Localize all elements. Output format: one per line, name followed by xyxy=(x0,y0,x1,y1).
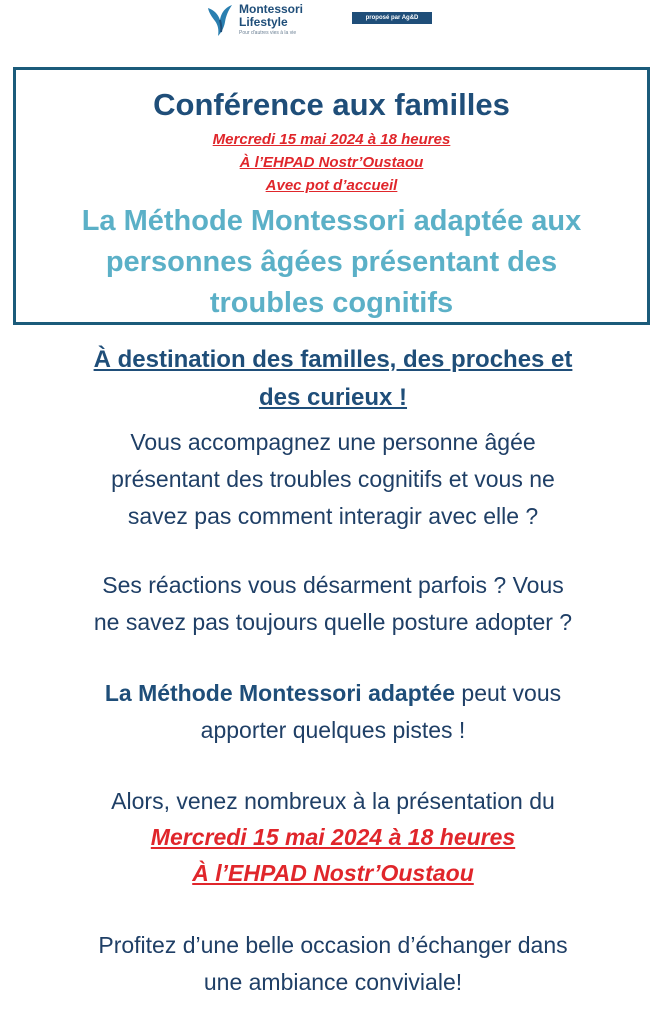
subtitle-line: La Méthode Montessori adaptée aux xyxy=(81,205,582,237)
paragraph-line: Vous accompagnez une personne âgée xyxy=(130,429,536,455)
subtitle-line: troubles cognitifs xyxy=(209,287,454,319)
paragraph-line: Alors, venez nombreux à la présentation du xyxy=(111,788,555,814)
event-place: À l’EHPAD Nostr’Oustaou xyxy=(192,860,474,886)
conference-date: Mercredi 15 mai 2024 à 18 heures xyxy=(212,131,451,148)
paragraph-4 xyxy=(0,783,666,820)
paragraph-line: une ambiance conviviale! xyxy=(203,969,463,995)
logo-tagline: Pour d'autres vies à la vie xyxy=(239,30,297,36)
paragraph-5 xyxy=(0,927,666,1001)
method-bold-text: La Méthode Montessori adaptée xyxy=(104,680,456,706)
conference-title: Conférence aux familles xyxy=(153,87,510,122)
paragraph-line: présentant des troubles cognitifs et vous ne xyxy=(111,466,555,492)
logo-line1: Montessori xyxy=(239,2,304,16)
paragraph-line: apporter quelques pistes ! xyxy=(200,717,466,743)
paragraph-1 xyxy=(0,424,666,535)
paragraph-text: peut vous xyxy=(455,680,562,706)
heading-line: des curieux ! xyxy=(258,384,408,411)
bird-logo-icon xyxy=(206,2,236,38)
subtitle-line: personnes âgées présentant des xyxy=(105,246,558,278)
header xyxy=(0,0,666,58)
paragraph-line: savez pas comment interagir avec elle ? xyxy=(127,503,539,529)
conference-extra: Avec pot d’accueil xyxy=(265,177,398,194)
sponsor-badge: proposé par Ag&D xyxy=(352,12,432,24)
heading-line: À destination des familles, des proches et xyxy=(93,346,573,373)
paragraph-2 xyxy=(0,567,666,641)
paragraph-3 xyxy=(0,675,666,749)
event-date: Mercredi 15 mai 2024 à 18 heures xyxy=(150,824,516,850)
paragraph-line: Ses réactions vous désarment parfois ? Vous xyxy=(102,572,564,598)
paragraph-line: Profitez d’une belle occasion d’échanger dans xyxy=(98,932,568,958)
audience-heading xyxy=(0,341,666,417)
conference-box xyxy=(13,67,650,325)
logo-line2: Lifestyle xyxy=(239,15,288,29)
montessori-lifestyle-logo xyxy=(206,2,346,46)
paragraph-line: ne savez pas toujours quelle posture adopter ? xyxy=(93,609,573,635)
conference-place: À l’EHPAD Nostr’Oustaou xyxy=(239,154,424,171)
conference-subtitle xyxy=(16,201,647,324)
paragraph-line xyxy=(0,675,666,712)
